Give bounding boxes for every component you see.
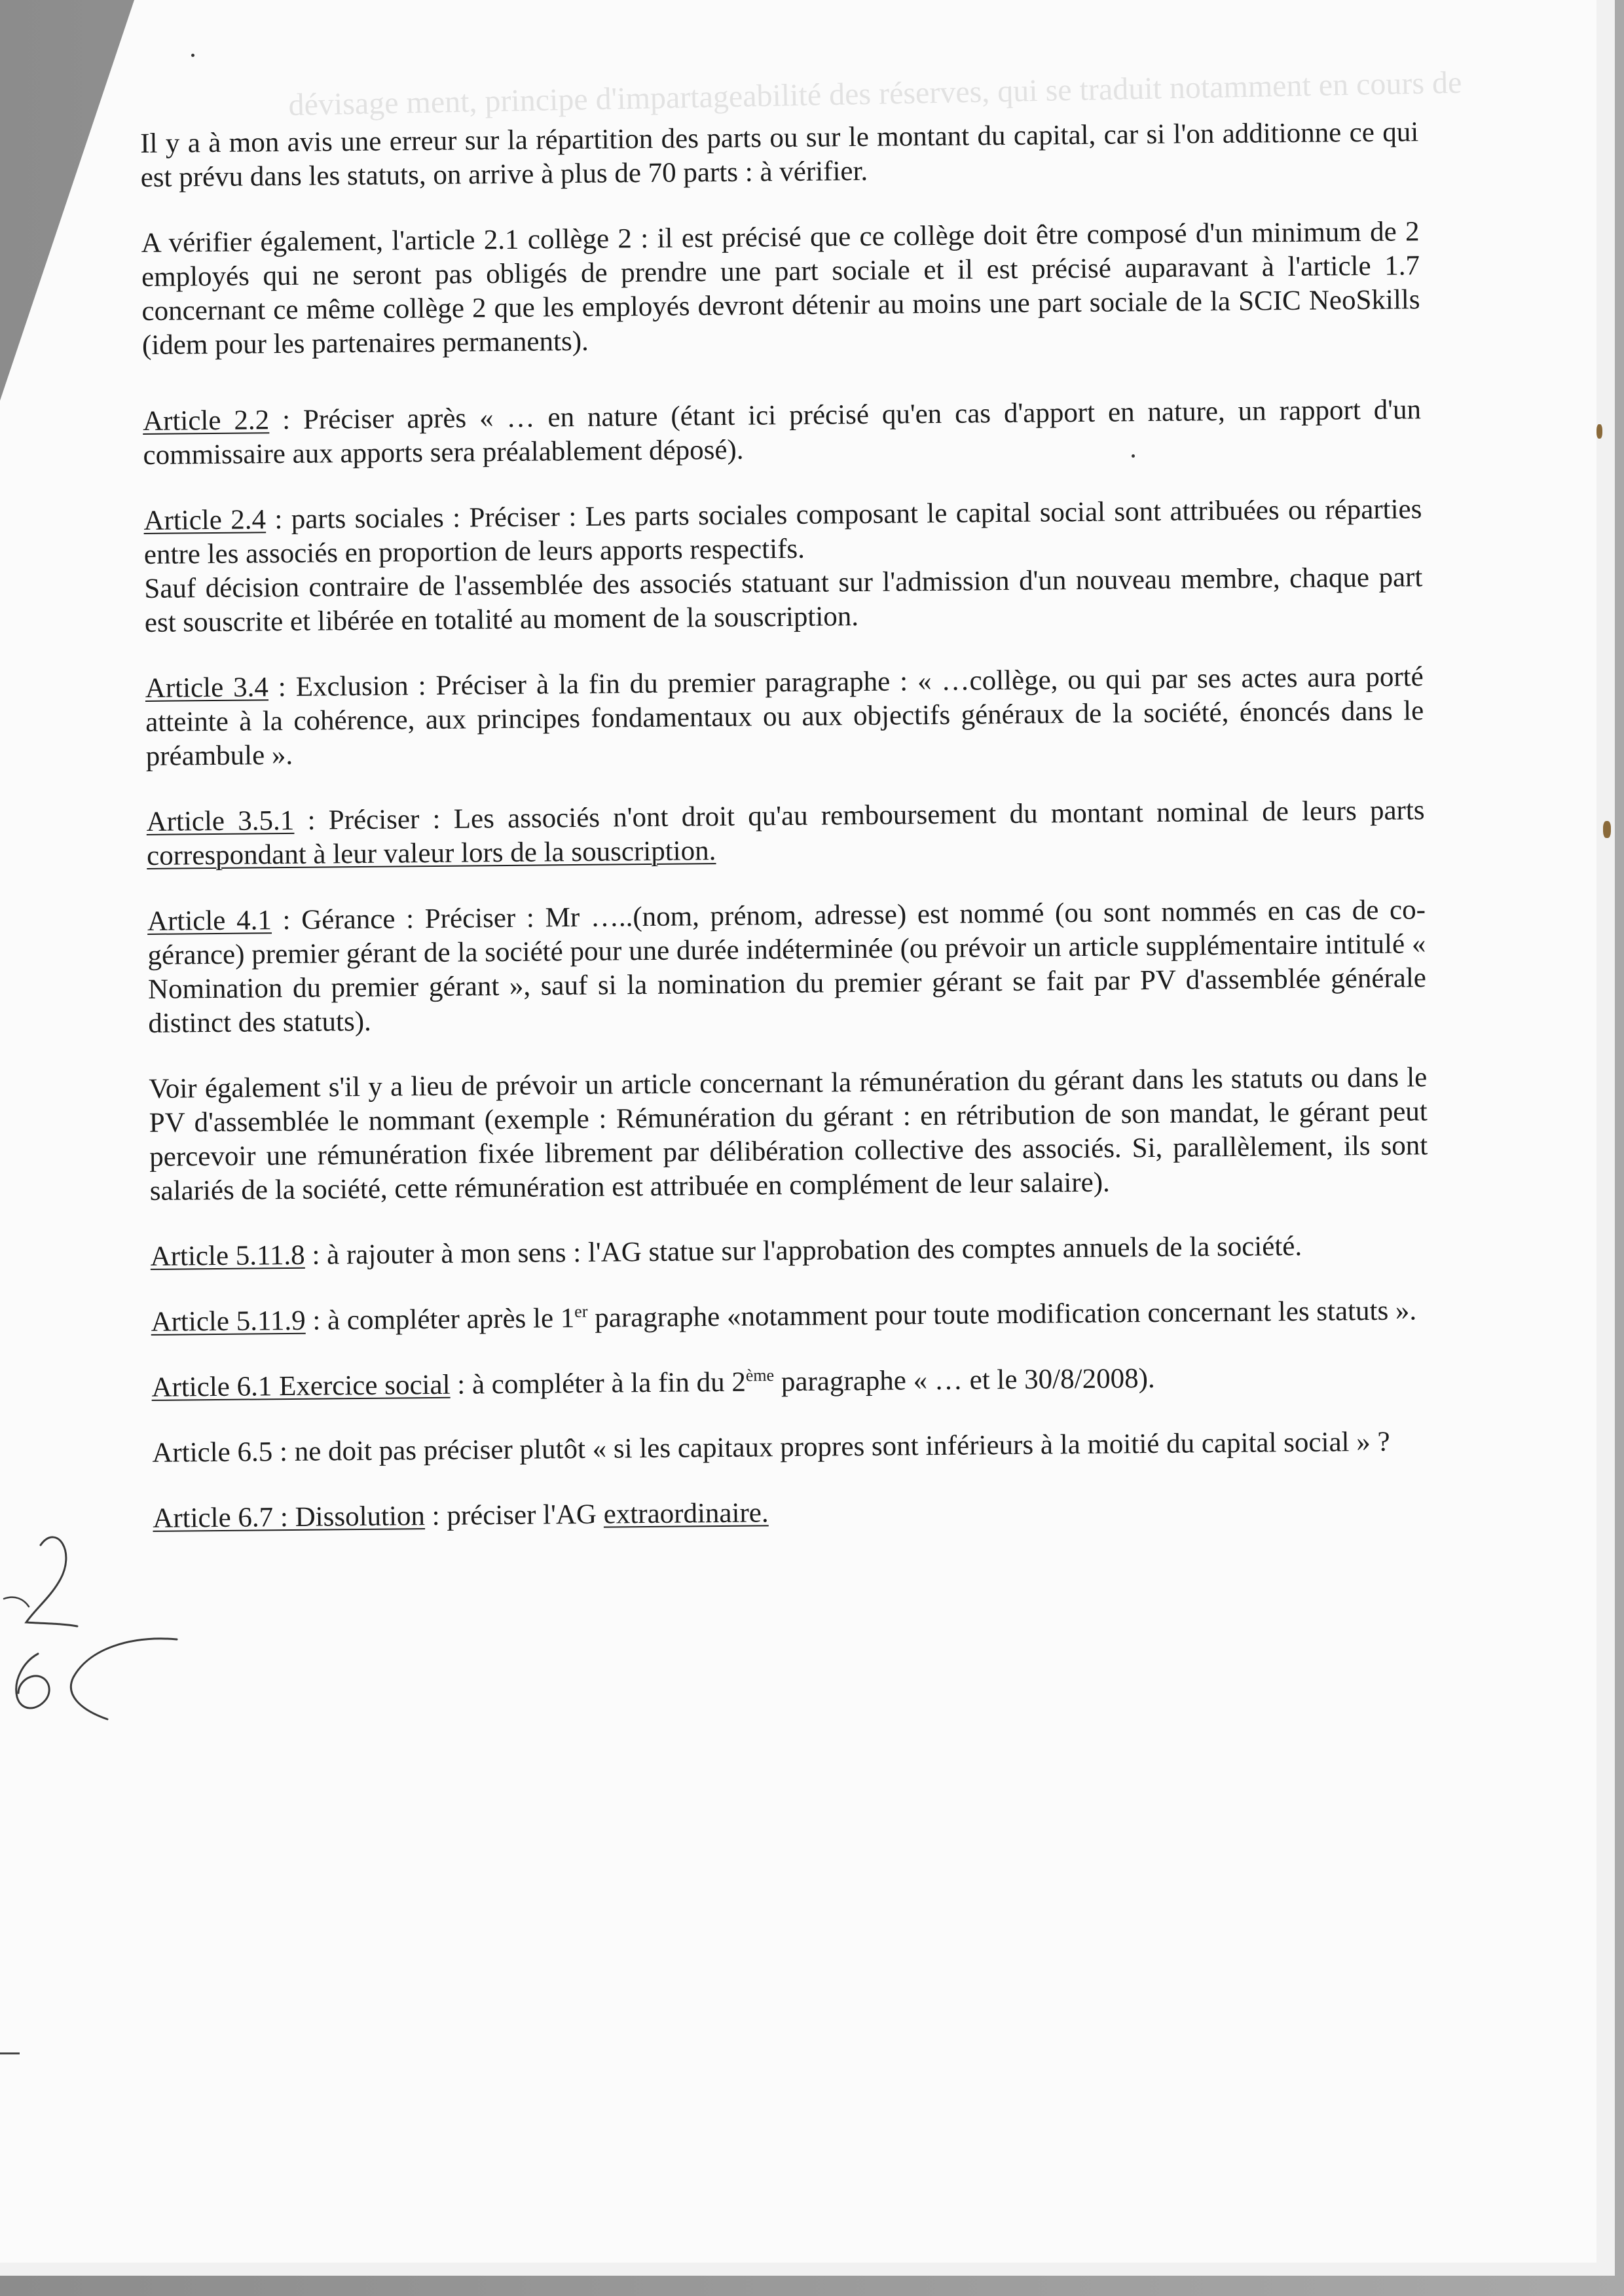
article-5-11-9-sup: er <box>574 1302 588 1321</box>
article-6-1-text: : à compléter à la fin du 2 <box>450 1366 747 1400</box>
article-6-7-text: : préciser l'AG <box>424 1499 604 1532</box>
edge-stain <box>1603 821 1611 838</box>
paragraph-article-2-2 <box>143 393 1422 473</box>
paragraph-article-2-4 <box>143 492 1422 572</box>
stray-dot <box>191 54 194 57</box>
article-4-1-text: : Gérance : Préciser : Mr …..(nom, prénom, adresse) est nommé (ou sont nommés en cas de co-gérance) premier gérant de la société pour une durée indéterminée (ou prévoir un article supplémentaire intitulé « Nomination du premier gérant », sauf si la nomination du premier gérant se fait par PV d'assemblée générale distinct des statuts). <box>147 894 1427 1039</box>
article-4-1-label: Article 4.1 <box>147 905 272 937</box>
article-5-11-8-text: : à rajouter à mon sens : l'AG statue sur l'approbation des comptes annuels de la société. <box>304 1230 1302 1271</box>
article-5-11-9-text-end: paragraphe «notamment pour toute modification concernant les statuts ». <box>587 1295 1417 1334</box>
article-3-4-text: : Exclusion : Préciser à la fin du premier paragraphe : « …collège, ou qui par ses actes aura porté atteinte à la cohérence, aux principes fondamentaux ou aux objectifs généraux de la société, énoncés dans le préambule ». <box>145 661 1424 772</box>
paragraph-college-2: A vérifier également, l'article 2.1 collège 2 : il est précisé que ce collège doit être composé d'un minimum de 2 employés qui ne seront pas obligés de prendre une part sociale et il est précisé auparavant à l'article 1.7 concernant ce même collège 2 que les employés devront détenir au moins une part sociale de la SCIC NeoSkills (idem pour les partenaires permanents). <box>141 216 1420 361</box>
article-3-4-label: Article 3.4 <box>145 672 269 704</box>
paragraph-article-2-4-continued: Sauf décision contraire de l'assemblée des associés statuant sur l'admission d'un nouveau membre, chaque part est souscrite et libérée en totalité au moment de la souscription. <box>144 562 1423 638</box>
paragraph-article-4-1 <box>147 893 1427 1041</box>
scan-mark <box>0 2052 20 2054</box>
paragraph-article-6-1 <box>151 1359 1430 1405</box>
article-3-5-1-label: Article 3.5.1 <box>146 805 295 837</box>
article-2-2-text: : Préciser après « … en nature (étant ici précisé qu'en cas d'apport en nature, un rapport d'un commissaire aux apports sera préalablement déposé). <box>143 394 1422 471</box>
article-3-5-1-underlined: correspondant à leur valeur lors de la souscription. <box>146 835 716 871</box>
paragraph-article-6-5: Article 6.5 : ne doit pas préciser plutôt « si les capitaux propres sont inférieurs à la moitié du capital social » ? <box>152 1426 1390 1468</box>
article-6-1-text-end: paragraphe « … et le 30/8/2008). <box>773 1363 1155 1398</box>
article-5-11-9-label: Article 5.11.9 <box>151 1305 306 1338</box>
article-6-7-underlined: extraordinaire. <box>603 1497 769 1530</box>
paragraph-remuneration: Voir également s'il y a lieu de prévoir un article concernant la rémunération du gérant dans les statuts ou dans le PV d'assemblée le nommant (exemple : Rémunération du gérant : en rétribution de son mandat, le gérant peut percevoir une rémunération fixée librement par délibération collective des associés. Si, parallèlement, ils sont salariés de la société, cette rémunération est attribuée en complément de leur salaire). <box>149 1062 1428 1207</box>
article-5-11-9-text: : à compléter après le 1 <box>305 1303 575 1336</box>
article-2-4-label: Article 2.4 <box>143 504 267 536</box>
paragraph-article-3-5-1 <box>146 793 1425 873</box>
article-6-1-sup: ème <box>745 1365 775 1385</box>
review-notes <box>140 115 1431 1567</box>
paragraph-article-3-4 <box>145 660 1424 774</box>
paragraph-article-5-11-8 <box>150 1228 1428 1274</box>
edge-stain <box>1596 424 1602 439</box>
article-2-2-label: Article 2.2 <box>142 405 270 437</box>
bleed-through-text: dévisage ment, principe d'impartageabilité des réserves, qui se traduit notamment en cours de <box>288 65 1462 122</box>
article-3-5-1-text: : Préciser : Les associés n'ont droit qu'au remboursement du montant nominal de leurs parts <box>294 795 1425 836</box>
paragraph-article-5-11-9 <box>151 1294 1429 1339</box>
article-2-4-text: : parts sociales : Préciser : Les parts sociales composant le capital social sont attribuées ou réparties entre les associés en proportion de leurs apports respectifs. <box>143 494 1422 570</box>
article-6-1-label: Article 6.1 Exercice social <box>151 1369 451 1403</box>
paragraph-article-6-7 <box>153 1490 1431 1536</box>
paragraph-parts-capital: Il y a à mon avis une erreur sur la répartition des parts ou sur le montant du capital, car si l'on additionne ce qui est prévu dans les statuts, on arrive à plus de 70 parts : à vérifier. <box>140 117 1419 193</box>
article-6-7-label: Article 6.7 : Dissolution <box>153 1501 426 1534</box>
article-5-11-8-label: Article 5.11.8 <box>150 1239 305 1272</box>
